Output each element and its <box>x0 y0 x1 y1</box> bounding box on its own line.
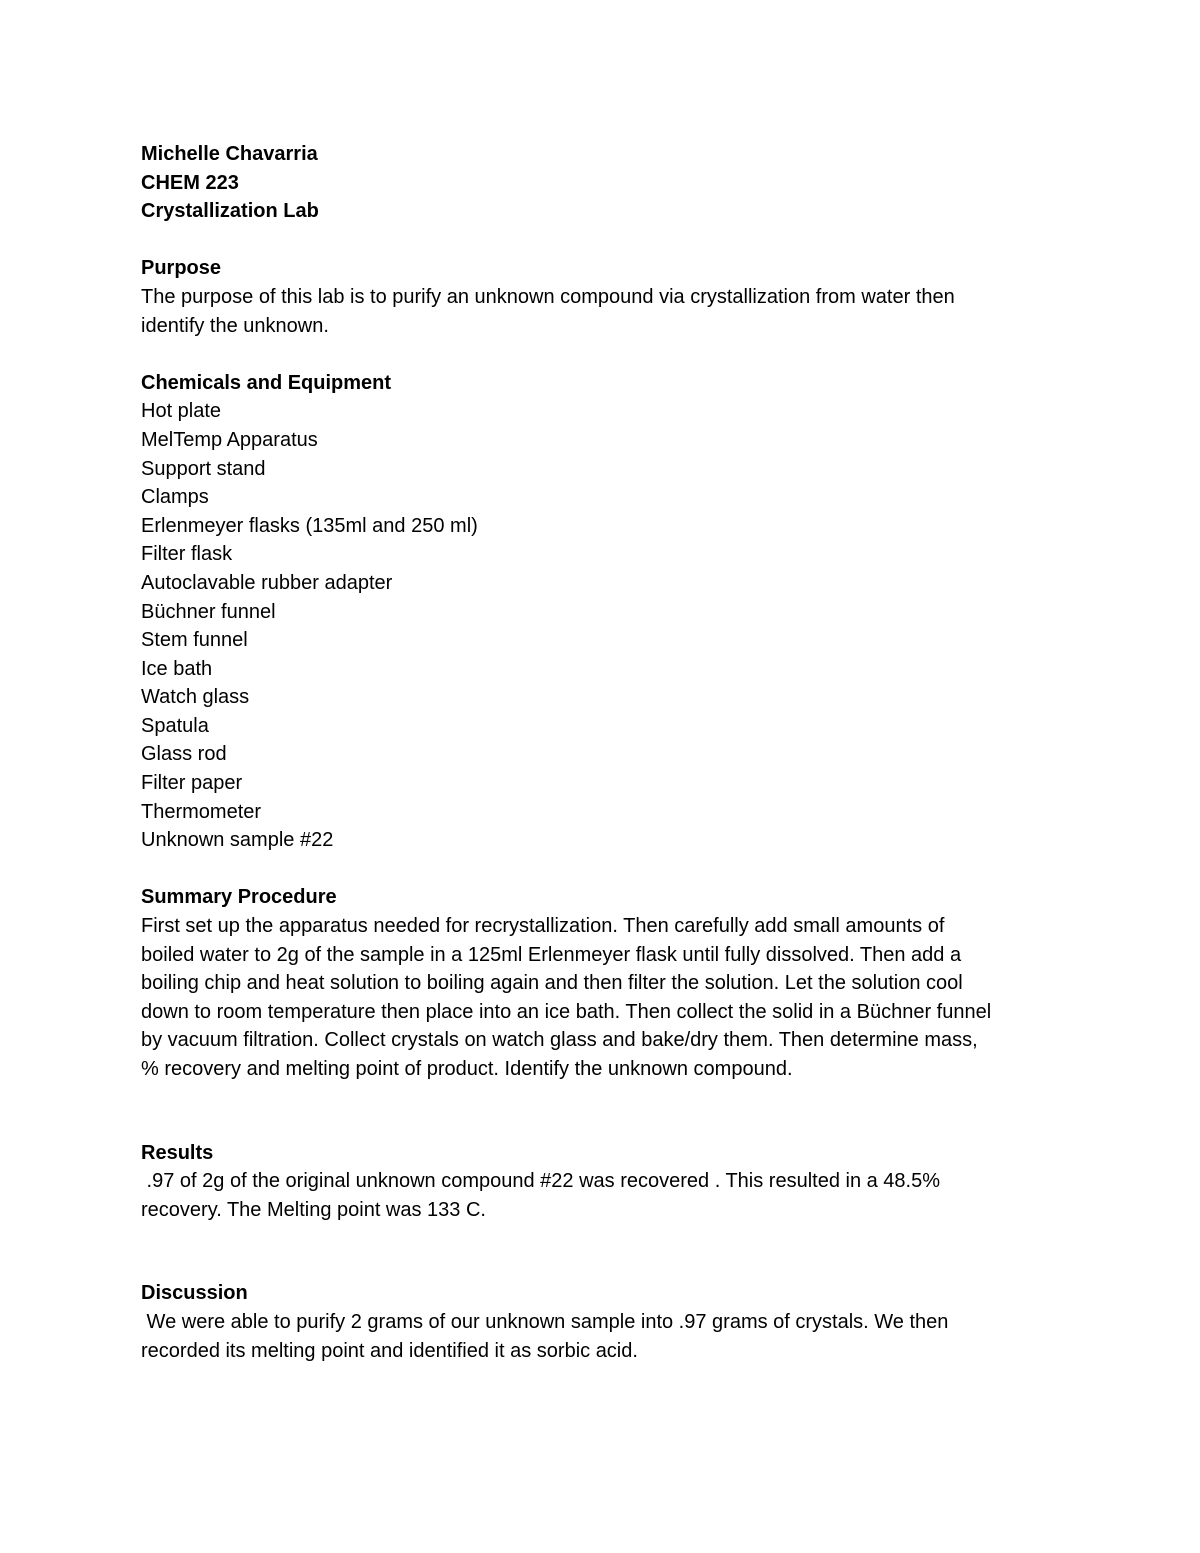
equipment-item: Erlenmeyer flasks (135ml and 250 ml) <box>141 514 478 537</box>
discussion-text-line: recorded its melting point and identified it as sorbic acid. <box>141 1339 638 1362</box>
equipment-item: MelTemp Apparatus <box>141 428 318 451</box>
equipment-item: Support stand <box>141 457 266 480</box>
equipment-item: Hot plate <box>141 400 222 423</box>
results-section <box>141 1139 1071 1225</box>
results-heading: Results <box>141 1141 214 1164</box>
discussion-heading: Discussion <box>141 1282 248 1305</box>
equipment-item: Autoclavable rubber adapter <box>141 571 393 594</box>
procedure-text-line: boiled water to 2g of the sample in a 125ml Erlenmeyer flask until fully dissolved. Then add a <box>141 943 962 966</box>
discussion-text-line: We were able to purify 2 grams of our unknown sample into .97 grams of crystals. We then <box>141 1310 949 1333</box>
equipment-item: Thermometer <box>141 800 262 823</box>
purpose-text-line: identify the unknown. <box>141 314 329 337</box>
equipment-item: Stem funnel <box>141 629 248 652</box>
procedure-text-line: by vacuum filtration. Collect crystals on watch glass and bake/dry them. Then determine mass, <box>141 1029 978 1052</box>
purpose-heading: Purpose <box>141 257 222 280</box>
purpose-text-line: The purpose of this lab is to purify an unknown compound via crystallization from water then <box>141 285 955 308</box>
equipment-item: Ice bath <box>141 657 213 680</box>
equipment-item: Glass rod <box>141 743 227 766</box>
procedure-text-line: down to room temperature then place into an ice bath. Then collect the solid in a Büchner funnel <box>141 1000 992 1023</box>
equipment-item: Clamps <box>141 486 209 509</box>
lab-title: Crystallization Lab <box>141 200 319 223</box>
equipment-section <box>141 369 1071 855</box>
document-page <box>141 140 1071 1365</box>
results-text-line: .97 of 2g of the original unknown compound #22 was recovered . This resulted in a 48.5% <box>141 1170 941 1193</box>
document-header <box>141 140 1071 226</box>
equipment-heading: Chemicals and Equipment <box>141 371 392 394</box>
procedure-text-line: % recovery and melting point of product. Identify the unknown compound. <box>141 1058 793 1080</box>
procedure-section <box>141 883 1071 1083</box>
procedure-text-line: boiling chip and heat solution to boiling again and then filter the solution. Let the solution cool <box>141 972 963 995</box>
equipment-item: Filter flask <box>141 543 233 566</box>
equipment-item: Watch glass <box>141 686 250 709</box>
equipment-item: Spatula <box>141 714 209 737</box>
results-text-line: recovery. The Melting point was 133 C. <box>141 1198 486 1221</box>
equipment-list <box>141 397 1071 855</box>
purpose-section <box>141 254 1071 340</box>
equipment-item: Filter paper <box>141 772 243 795</box>
course-code: CHEM 223 <box>141 171 239 194</box>
discussion-section <box>141 1279 1071 1365</box>
author-name: Michelle Chavarria <box>141 143 318 165</box>
equipment-item: Büchner funnel <box>141 600 276 623</box>
equipment-item: Unknown sample #22 <box>141 829 334 852</box>
procedure-text-line: First set up the apparatus needed for recrystallization. Then carefully add small amounts of <box>141 915 945 938</box>
procedure-heading: Summary Procedure <box>141 886 337 909</box>
